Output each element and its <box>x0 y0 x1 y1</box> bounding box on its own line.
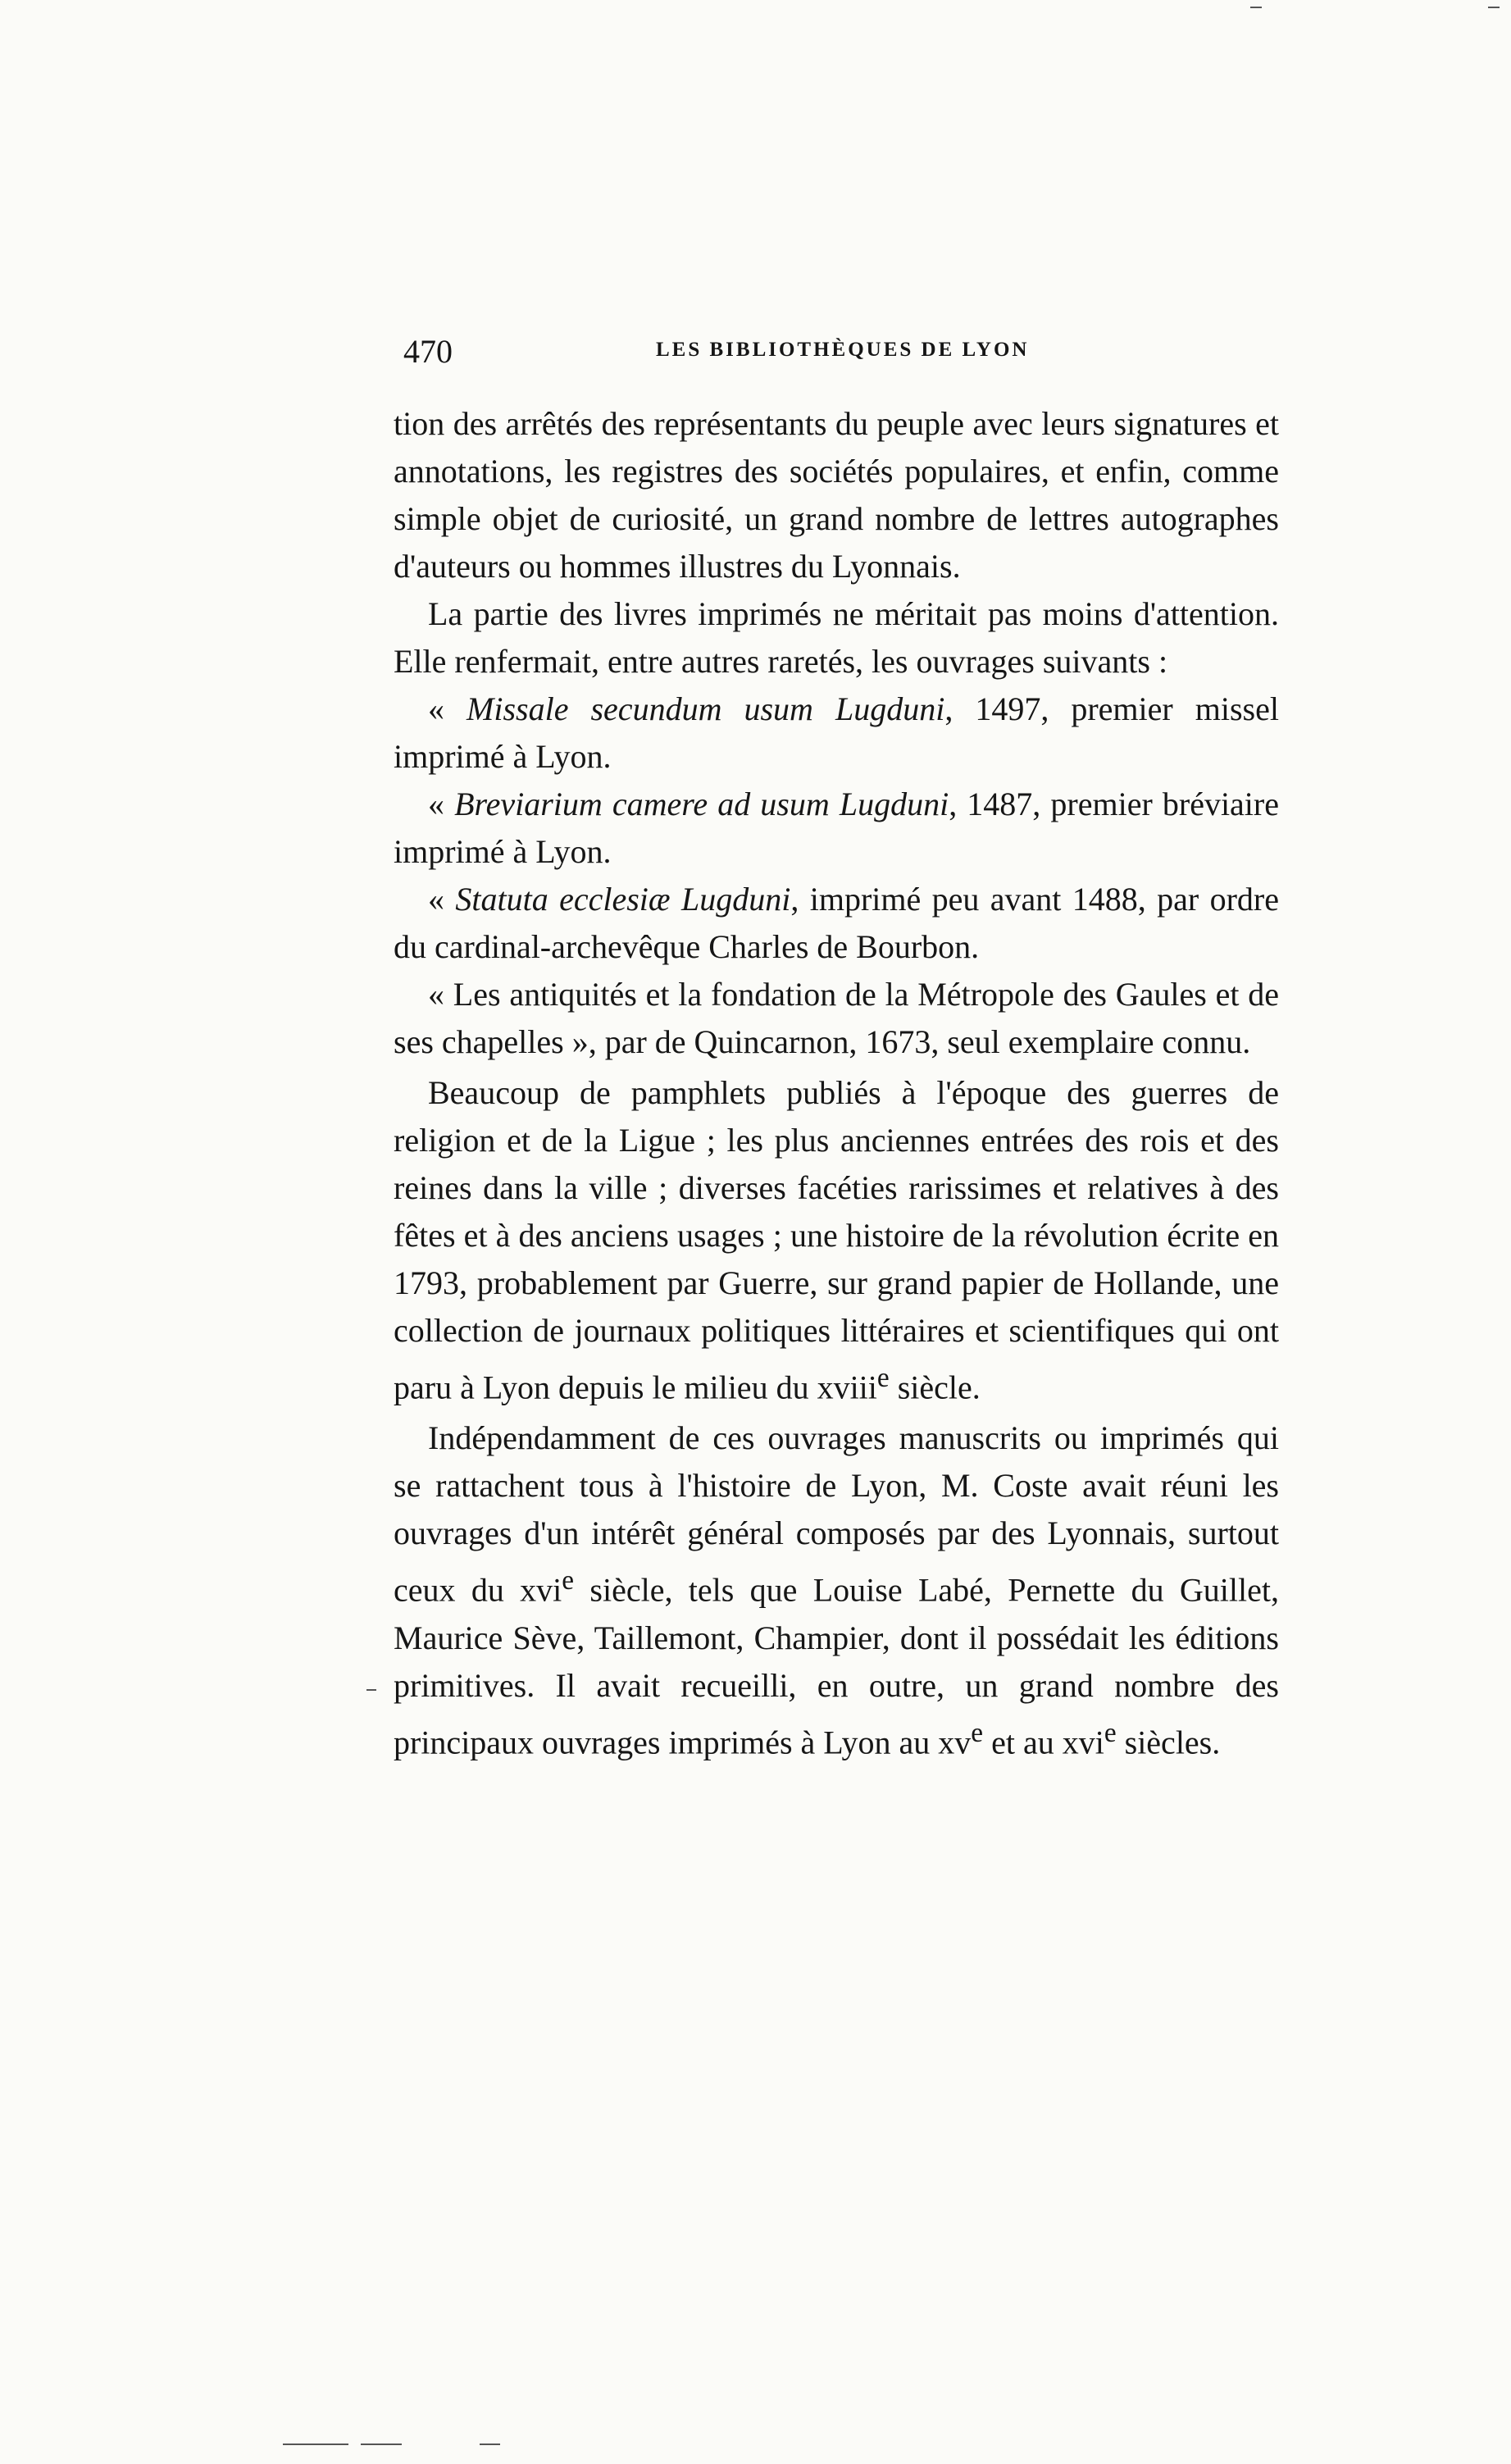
book-entry-breviarium <box>394 781 1279 876</box>
quote-open: « <box>428 690 467 727</box>
paragraph-text: siècles. <box>1116 1723 1221 1760</box>
paragraph-text: Beaucoup de pamphlets publiés à l'époque des guerres de religion et de la Ligue ; les plus anciennes entrées des rois et des reines dans la ville ; diverses facéties rarissimes et relatives à des fêtes et à des anciens usages ; une histoire de la révolution écrite en 1793, probablement par Guerre, sur grand papier de Hollande, une collection de journaux politiques littéraires et scientifiques qui ont paru à Lyon depuis le milieu du <box>394 1074 1279 1406</box>
century-numeral: xvi <box>520 1571 562 1609</box>
book-title: Missale secundum usum Lugduni <box>466 690 945 727</box>
paragraph-text: siècle, tels que Louise Labé, Pernette du Guillet, Maurice Sève, Taillemont, Champier, dont il possédait les éditions primitives. Il avait recueilli, en outre, un grand nombre des principaux ouvrages imprimés à Lyon au <box>394 1571 1280 1760</box>
book-details: , 1487, premier bréviaire imprimé à Lyon. <box>394 786 1279 870</box>
paragraph-text: siècle. <box>889 1369 981 1406</box>
superscript: e <box>876 1363 890 1393</box>
quote-open: « <box>428 881 456 918</box>
superscript: e <box>562 1565 575 1596</box>
book-details: , 1497, premier missel imprimé à Lyon. <box>394 690 1279 775</box>
century-numeral: xv <box>938 1723 972 1760</box>
book-entry-statuta <box>394 876 1279 971</box>
paragraph-text: Indépendamment de ces ouvrages manuscrits ou imprimés qui se rattachent tous à l'histoire de Lyon, M. Coste avait réuni les ouvrages d'un intérêt général composés par des Lyonnais, surtout ceux du <box>394 1419 1279 1609</box>
book-entry-antiquites: « Les antiquités et la fondation de la Métropole des Gaules et de ses chapelles », par de Quincarnon, 1673, seul exemplaire connu. <box>394 976 1279 1060</box>
scan-mark <box>1488 7 1500 8</box>
superscript: e <box>1104 1717 1117 1748</box>
scan-mark <box>283 2444 348 2445</box>
scan-mark <box>480 2444 500 2445</box>
paragraph-independamment <box>394 1414 1279 1766</box>
page-number: 470 <box>403 333 453 370</box>
paragraph-2: La partie des livres imprimés ne méritait pas moins d'attention. Elle renfermait, entre autres raretés, les ouvrages suivants : <box>394 595 1279 680</box>
book-title: Breviarium camere ad usum Lugduni <box>454 786 949 822</box>
scan-mark <box>1250 7 1262 8</box>
scan-mark <box>361 2444 402 2445</box>
paragraph-text: et au <box>983 1723 1063 1760</box>
book-details: , imprimé peu avant 1488, par ordre du cardinal-archevêque Charles de Bourbon. <box>394 881 1280 965</box>
book-title: Statuta ecclesiæ Lugduni <box>455 881 791 918</box>
book-entry-missale <box>394 685 1279 781</box>
century-numeral: xviii <box>817 1369 877 1406</box>
scan-mark <box>366 1689 376 1691</box>
century-numeral: xvi <box>1062 1723 1104 1760</box>
paragraph-1: tion des arrêtés des représentants du peuple avec leurs signatures et annotations, les registres des sociétés populaires, et enfin, comme simple objet de curiosité, un grand nombre de lettres autographes d'auteurs ou hommes illustres du Lyonnais. <box>394 405 1279 585</box>
page-header <box>394 332 1279 389</box>
body-text <box>394 400 1279 1766</box>
running-head: LES BIBLIOTHÈQUES DE LYON <box>656 339 1030 361</box>
superscript: e <box>971 1717 984 1748</box>
quote-open: « <box>428 786 455 822</box>
paragraph-pamphlets <box>394 1069 1279 1411</box>
